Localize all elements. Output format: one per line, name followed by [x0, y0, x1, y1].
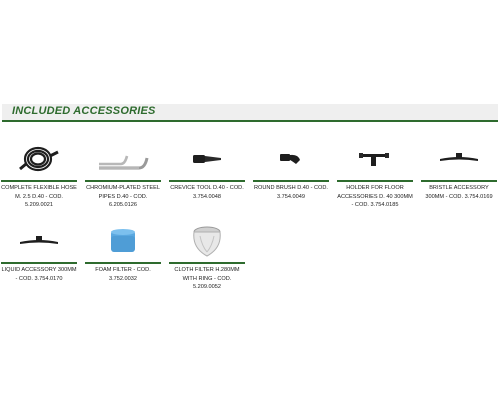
green-underline — [1, 180, 77, 182]
section-title: INCLUDED ACCESSORIES — [12, 105, 156, 117]
green-underline — [85, 262, 161, 264]
accessory-caption: CHROMIUM-PLATED STEEL PIPES D.40 - COD. 6.205.0126 — [86, 185, 160, 208]
bristle-accessory-icon — [421, 140, 497, 178]
accessory-item-liquid — [1, 222, 77, 297]
accessory-caption: FOAM FILTER - COD. 3.752.0032 — [95, 267, 151, 282]
accessory-caption: COMPLETE FLEXIBLE HOSE M. 2.5 D.40 - COD. 5.209.0021 — [1, 185, 77, 208]
green-underline — [253, 180, 329, 182]
accessory-caption: HOLDER FOR FLOOR ACCESSORIES D. 40 300MM - COD. 3.754.0185 — [337, 185, 413, 208]
accessory-item-crevice — [169, 140, 245, 215]
liquid-accessory-icon — [1, 222, 77, 260]
green-underline — [169, 262, 245, 264]
green-underline — [169, 180, 245, 182]
accessory-item-round-brush — [253, 140, 329, 215]
accessory-item-cloth-filter — [169, 222, 245, 297]
accessory-item-foam-filter — [85, 222, 161, 297]
green-underline — [1, 262, 77, 264]
green-underline — [85, 180, 161, 182]
accessory-item-bristle — [421, 140, 497, 215]
cloth-filter-icon — [169, 222, 245, 260]
floor-holder-icon — [337, 140, 413, 178]
flexible-hose-icon — [1, 140, 77, 178]
round-brush-icon — [253, 140, 329, 178]
crevice-tool-icon — [169, 140, 245, 178]
foam-filter-icon — [85, 222, 161, 260]
accessory-caption: CLOTH FILTER H.280MM WITH RING - COD. 5.209.0052 — [174, 267, 240, 290]
green-underline — [337, 180, 413, 182]
green-underline — [421, 180, 497, 182]
accessory-item-hose — [1, 140, 77, 215]
accessory-caption: BRISTLE ACCESSORY 300MM - COD. 3.754.0169 — [425, 185, 493, 200]
accessory-caption: ROUND BRUSH D.40 - COD. 3.754.0049 — [254, 185, 328, 200]
accessory-item-pipes — [85, 140, 161, 215]
chrome-pipes-icon — [85, 140, 161, 178]
accessory-caption: LIQUID ACCESSORY 300MM - COD. 3.754.0170 — [1, 267, 77, 282]
accessory-item-floor-holder — [337, 140, 413, 215]
accessory-caption: CREVICE TOOL D.40 - COD. 3.754.0048 — [170, 185, 244, 200]
